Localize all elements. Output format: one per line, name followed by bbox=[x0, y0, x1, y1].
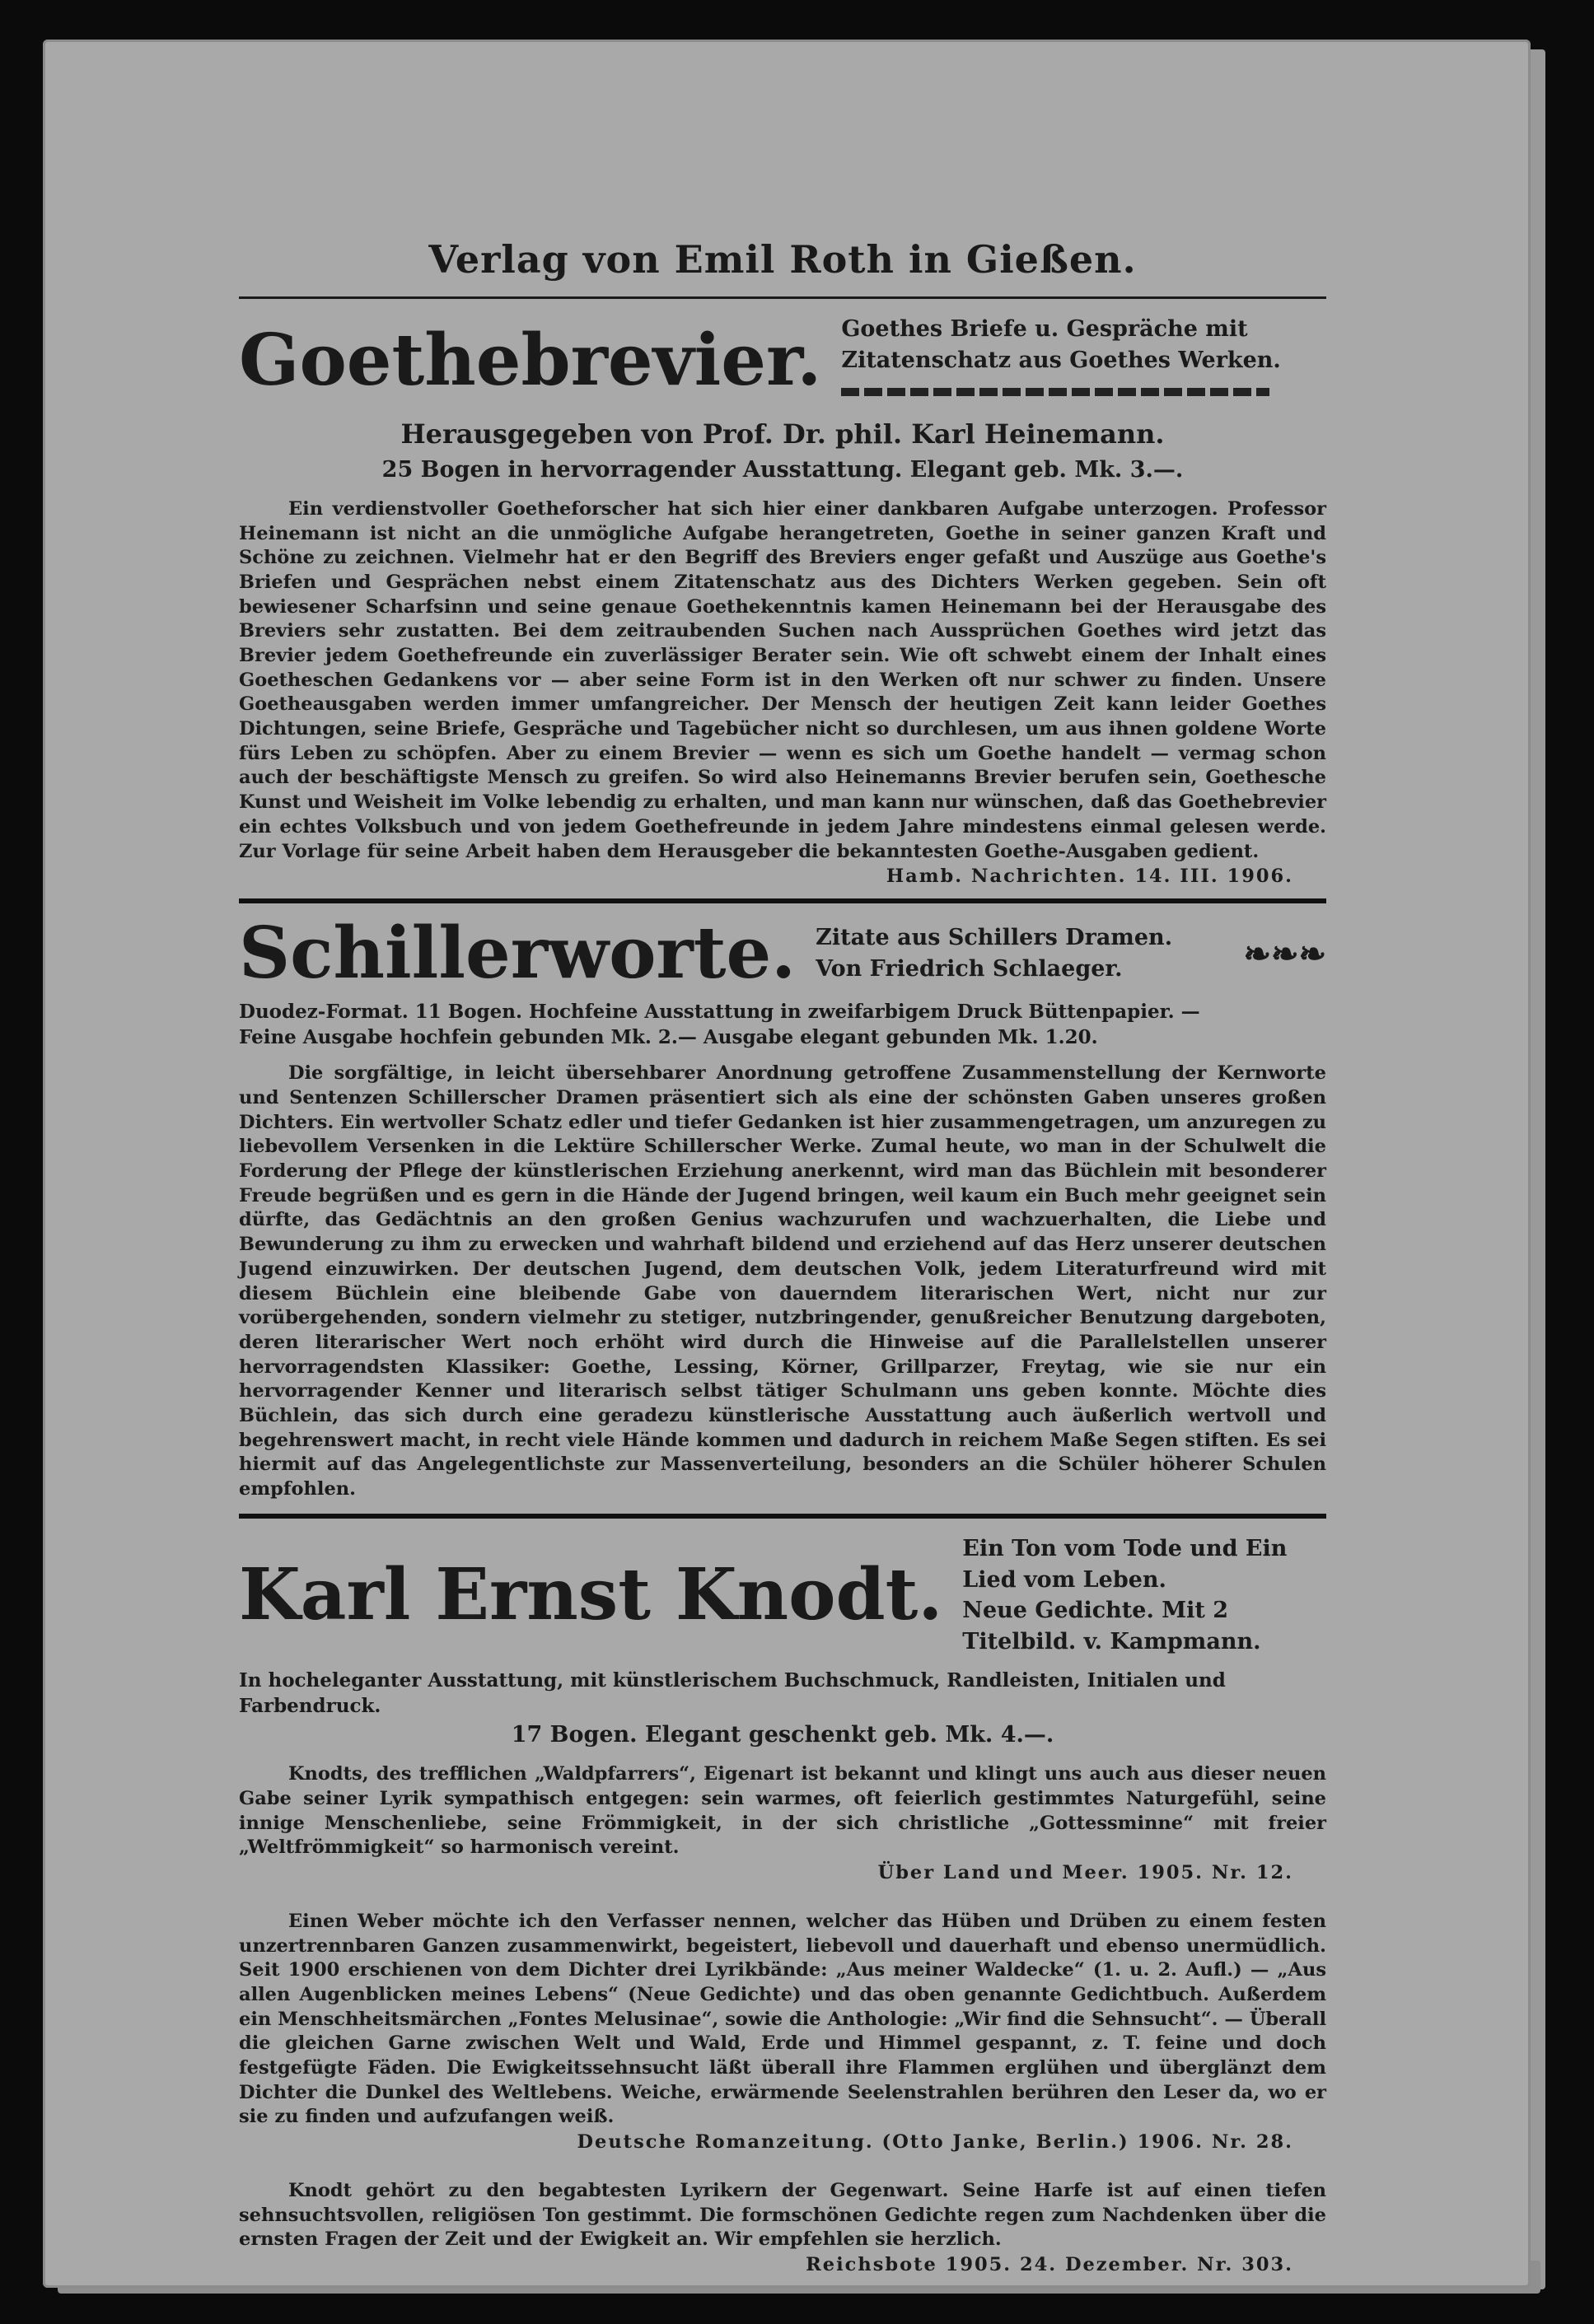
book-editor: Herausgegeben von Prof. Dr. phil. Karl Heinemann. bbox=[400, 418, 1165, 450]
book-specs: 25 Bogen in hervorragender Ausstattung. Elegant geb. Mk. 3.—. bbox=[381, 456, 1184, 483]
book-review: Knodt gehört zu den begabtesten Lyrikern der Gegenwart. Seine Harfe ist auf einen tiefen sehnsuchtsvollen, religiösen Ton gestimmt. Die formschönen Gedichte regen zum Nachdenken über die ernsten Fragen der Zeit und der Ewigkeit an. Wir empfehlen sie herzlich. bbox=[239, 2180, 1326, 2251]
review-source: Reichsbote 1905. 24. Dezember. Nr. 303. bbox=[806, 2254, 1293, 2276]
book-goethebrevier bbox=[239, 314, 1326, 887]
ornament-rule bbox=[841, 388, 1269, 396]
publisher-heading: Verlag von Emil Roth in Gießen. bbox=[428, 237, 1137, 282]
review-source: Über Land und Meer. 1905. Nr. 12. bbox=[877, 1861, 1293, 1883]
advertisement-page bbox=[239, 222, 1326, 2275]
book-header bbox=[239, 314, 1326, 407]
review-source: Deutsche Romanzeitung. (Otto Janke, Berlin.) 1906. Nr. 28. bbox=[577, 2131, 1293, 2154]
book-review: Einen Weber möchte ich den Verfasser nennen, welcher das Hüben und Drüben zu einem festen unzertrennbaren Ganzen zusammenwirkt, begeistert, liebevoll und dauerhaft und ebenso unermüdlich. Seit 1900 erschienen von dem Dichter drei Lyrikbände: „Aus meiner Waldecke“ (1. u. 2. Aufl.) — „Aus allen Augenblicken meines Lebens“ (Neue Gedichte) und das oben genannte Gedichtbuch. Außerdem ein Menschheitsmärchen „Fontes Melusinae“, sowie die Anthologie: „Wir find die Sehnsucht“. — Überall die gleichen Garne zwischen Welt und Wald, Erde und Himmel gespannt, z. T. feine und doch festgefügte Fäden. Die Ewigkeitssehnsucht läßt überall ihre Flammen erglühen und überglänzt dem Dichter die Dunkel des Weltlebens. Weiche, erwärmende Seelenstrahlen berühren den Leser da, wo er sie zu finden und aufzufangen weiß. bbox=[239, 1910, 1326, 2128]
divider bbox=[239, 898, 1326, 903]
book-title: Schillerworte. bbox=[239, 912, 797, 996]
book-title: Karl Ernst Knodt. bbox=[239, 1553, 943, 1637]
book-review: Ein verdienstvoller Goetheforscher hat sich hier einer dankbaren Aufgabe unterzogen. Professor Heinemann ist nicht an die unmögliche Aufgabe herangetreten, Goethe in seiner ganzen Kraft und Schöne zu zeichnen. Vielmehr hat er den Begriff des Breviers enger gefaßt und Auszüge aus Goethe's Briefen und Gesprächen nebst einem Zitatenschatz aus des Dichters Werken gegeben. Sein oft bewiesener Scharfsinn und seine genaue Goethekenntnis kamen Heinemann bei der Herausgabe des Breviers sehr zustatten. Bei dem zeitraubenden Suchen nach Aussprüchen Goethes wird jetzt das Brevier jedem Goethefreunde ein zuverlässiger Berater sein. Wie oft schwebt einem der Inhalt eines Goetheschen Gedankens vor — aber seine Form ist in den Werken oft nur schwer zu finden. Unsere Goetheausgaben werden immer umfangreicher. Der Mensch der heutigen Zeit kann leider Goethes Dichtungen, seine Briefe, Gespräche und Tagebücher nicht so durchlesen, um aus ihnen goldene Worte fürs Leben zu schöpfen. Aber zu einem Brevier — wenn es sich um Goethe handelt — vermag schon auch der beschäftigste Mensch zu greifen. So wird also Heinemanns Brevier berufen sein, Goethesche Kunst und Weisheit im Volke lebendig zu erhalten, und man kann nur wünschen, daß das Goethebrevier ein echtes Volksbuch und von jedem Goethefreunde in jedem Jahre mindestens einmal gelesen werde. Zur Vorlage für seine Arbeit haben dem Herausgeber die bekanntesten Goethe-Ausgaben gedient. bbox=[239, 497, 1326, 862]
book-knodt bbox=[239, 1533, 1326, 2275]
review-source: Hamb. Nachrichten. 14. III. 1906. bbox=[886, 866, 1293, 888]
book-subtitle: Goethes Briefe u. Gespräche mit Zitatenschatz aus Goethes Werken. bbox=[821, 314, 1326, 407]
book-format: Duodez-Format. 11 Bogen. Hochfeine Ausstattung in zweifarbigem Druck Büttenpapier. — Feine Ausgabe hochfein gebunden Mk. 2.— Ausgabe elegant gebunden Mk. 1.20. bbox=[239, 1001, 1200, 1049]
book-header bbox=[239, 912, 1326, 996]
book-format: In hocheleganter Ausstattung, mit künstlerischem Buchschmuck, Randleisten, Initialen und Farbendruck. 17 Bogen. Elegant geschenkt geb. Mk. 4.—. bbox=[239, 1668, 1226, 1748]
divider bbox=[239, 1514, 1326, 1519]
book-subtitle: Ein Ton vom Tode und Ein Lied vom Leben. Neue Gedichte. Mit 2 Titelbild. v. Kampmann. bbox=[962, 1535, 1288, 1655]
book-title: Goethebrevier. bbox=[239, 318, 822, 402]
book-subtitle: Zitate aus Schillers Dramen. Von Friedrich Schlaeger. bbox=[816, 925, 1173, 982]
ornament-icon: ❧❧❧ bbox=[1243, 934, 1326, 973]
book-review: Knodts, des trefflichen „Waldpfarrers“, Eigenart ist bekannt und klingt uns auch aus dieser neuen Gabe seiner Lyrik sympathisch entgegen: sein warmes, oft feierlich gestimmtes Naturgefühl, seine innige Menschenliebe, seine Frömmigkeit, in der sich christliche „Gottessminne“ mit freier „Weltfrömmigkeit“ so harmonisch vereint. bbox=[239, 1763, 1326, 1859]
book-review: Die sorgfältige, in leicht übersehbarer Anordnung getroffene Zusammenstellung der Kernworte und Sentenzen Schillerscher Dramen präsentiert sich als eine der schönsten Gaben unseres großen Dichters. Ein wertvoller Schatz edler und tiefer Gedanken ist hier zusammengetragen, um anzuregen zu liebevollem Versenken in die Lektüre Schillerscher Werke. Zumal heute, wo man in der Schulwelt die Forderung der Pflege der künstlerischen Erziehung anerkennt, wird man das Büchlein mit besonderer Freude begrüßen und es gern in die Hände der Jugend bringen, weil kaum ein Buch mehr geeignet sein dürfte, das Gedächtnis an den großen Genius wachzurufen und wachzuerhalten, die Liebe und Bewunderung zu ihm zu erwecken und wahrhaft bildend und erziehend auf das Herz unserer deutschen Jugend einzuwirken. Der deutschen Jugend, dem deutschen Volk, jedem Literaturfreund wird mit diesem Büchlein eine bleibende Gabe von dauerndem literarischen Wert, nicht nur zur vorübergehenden, sondern vielmehr zu stetiger, nutzbringender, genußreicher Benutzung dargeboten, deren literarischer Wert noch erhöht wird durch die Hinweise auf die Parallelstellen unserer hervorragendsten Klassiker: Goethe, Lessing, Körner, Grillparzer, Freytag, wie sie nur ein hervorragender Kenner und literarisch selbst tätiger Schulmann uns geben konnte. Möchte dies Büchlein, das sich durch eine geradezu künstlerische Ausstattung auch äußerlich wertvoll und begehrenswert macht, in recht viele Hände kommen und dadurch in reichem Maße Segen stiften. Es sei hiermit auf das Angelegentlichste zur Massenverteilung, besonders an die Schüler höherer Schulen empfohlen. bbox=[239, 1062, 1326, 1500]
divider bbox=[239, 296, 1326, 299]
book-schillerworte bbox=[239, 912, 1326, 1501]
book-header bbox=[239, 1533, 1326, 1658]
